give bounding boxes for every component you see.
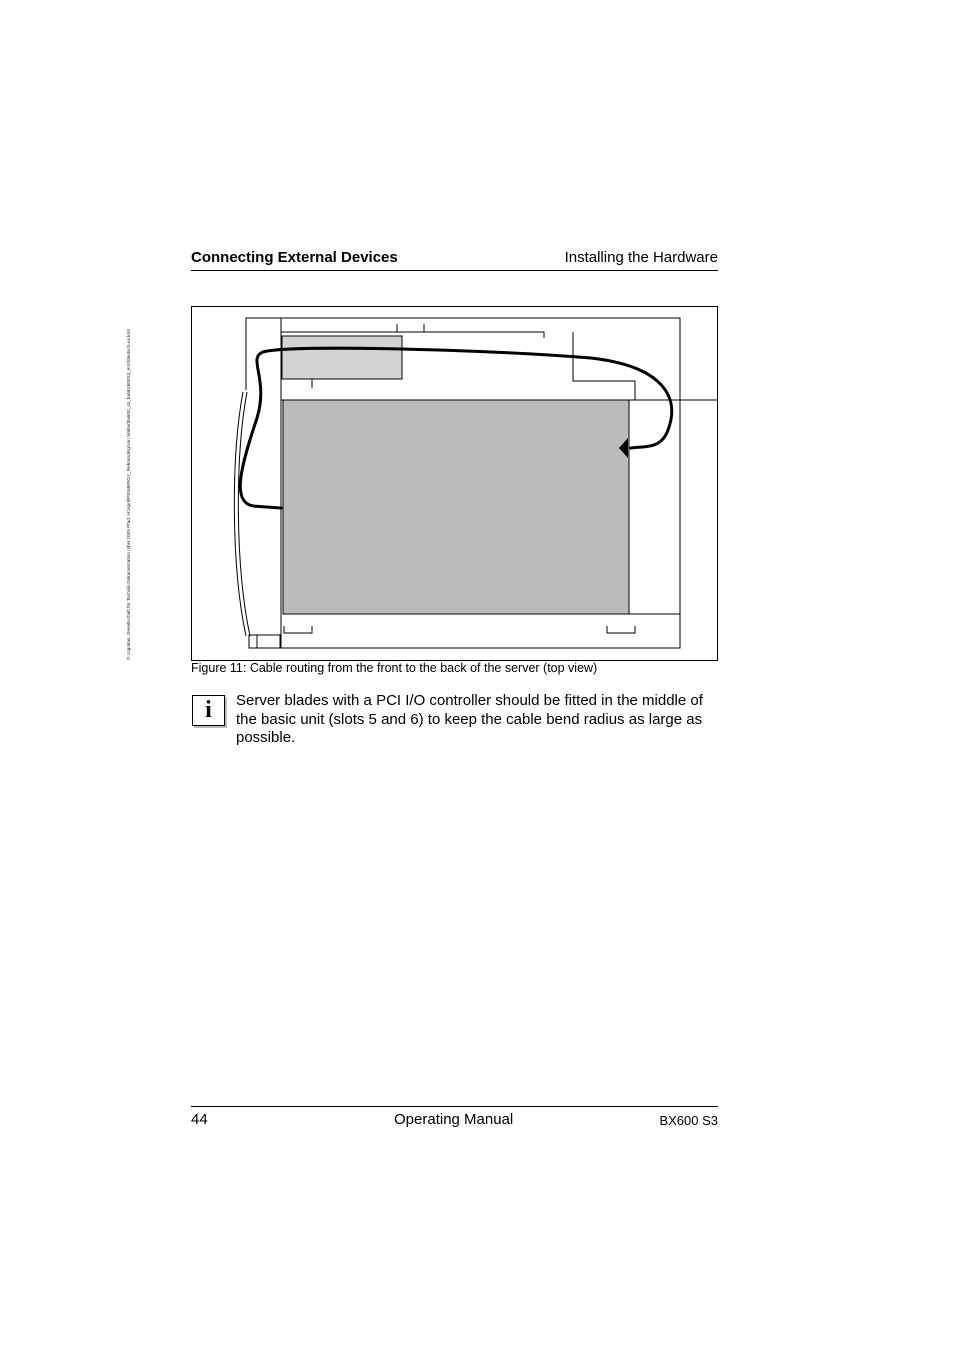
server-top-view-diagram	[191, 306, 718, 662]
cable-routing-figure	[191, 306, 718, 662]
page-number: 44	[191, 1111, 208, 1128]
pci-module	[282, 336, 402, 379]
top-notch	[397, 324, 424, 332]
info-icon: i	[192, 695, 225, 726]
bottom-right-tick	[607, 626, 635, 633]
chapter-title: Installing the Hardware	[564, 249, 718, 266]
manual-title: Operating Manual	[394, 1111, 514, 1128]
figure-caption: Figure 11: Cable routing from the front to the back of the server (top view)	[191, 661, 598, 675]
page-footer	[191, 1106, 718, 1131]
copyright-path-note: © cognitas. Gesellschaft für Technik-Dokumentation mbH 2009 Pfad: H:\April\PRIMERGY_Rebranding\von Walter\bx600_s3_ba\BX600S3_en\Ifdeutsch-us.k04	[126, 329, 131, 660]
info-note: Server blades with a PCI I/O controller should be fitted in the middle of the basic unit (slots 5 and 6) to keep the cable bend radius as large as possible.	[236, 692, 703, 746]
product-name: BX600 S3	[659, 1113, 718, 1128]
page-header	[191, 248, 718, 271]
front-door-foot	[249, 635, 280, 648]
section-title: Connecting External Devices	[191, 249, 398, 266]
front-bracket	[246, 318, 281, 390]
bottom-left-tick	[284, 626, 312, 633]
server-blade	[283, 400, 629, 614]
